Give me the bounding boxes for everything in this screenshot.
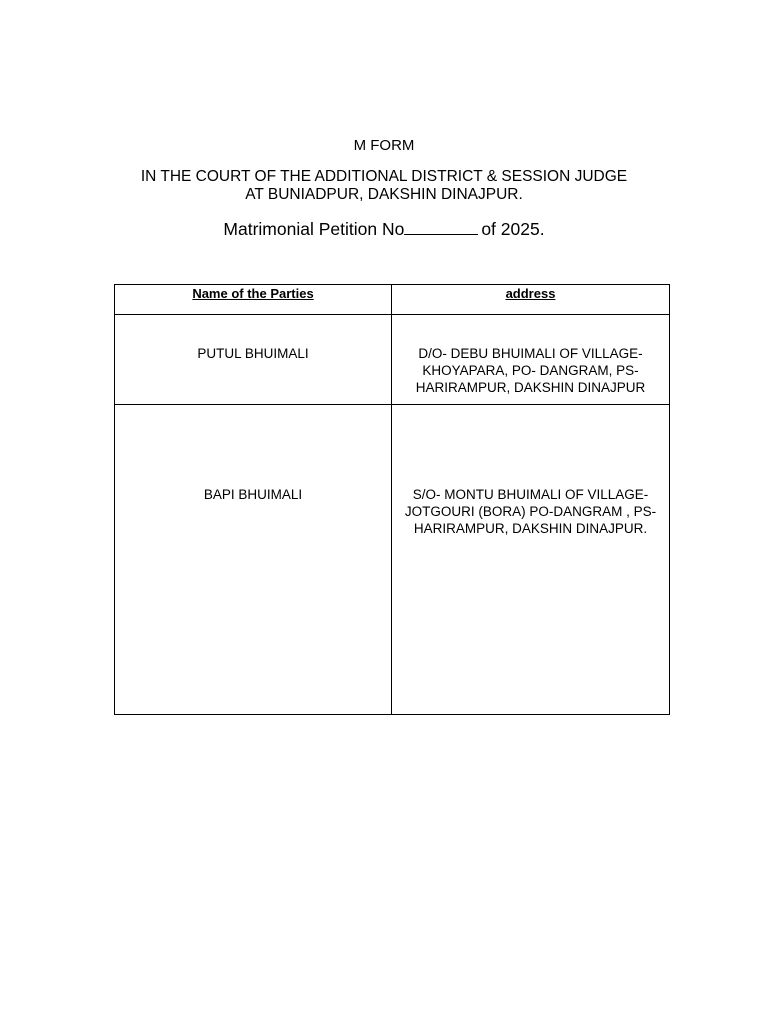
petition-number-blank xyxy=(404,220,478,235)
party-address: D/O- DEBU BHUIMALI OF VILLAGE- KHOYAPARA, PO- DANGRAM, PS-HARIRAMPUR, DAKSHIN DINAJPUR xyxy=(415,346,646,395)
party-name-cell xyxy=(115,315,392,405)
header-address-label: address xyxy=(505,286,556,301)
petition-suffix: of 2025. xyxy=(481,219,545,239)
court-location-line: AT BUNIADPUR, DAKSHIN DINAJPUR. xyxy=(245,186,523,203)
petition-prefix: Matrimonial Petition No xyxy=(223,219,405,239)
header-name-of-parties xyxy=(115,285,392,315)
court-name-line: IN THE COURT OF THE ADDITIONAL DISTRICT & SESSION JUDGE xyxy=(140,168,628,185)
parties-table xyxy=(114,284,670,715)
party-name: PUTUL BHUIMALI xyxy=(197,346,309,361)
petition-number-line xyxy=(0,218,768,240)
party-name: BAPI BHUIMALI xyxy=(203,487,303,502)
header-address xyxy=(392,285,670,315)
form-title: M FORM xyxy=(353,137,415,154)
party-name-cell xyxy=(115,405,392,715)
party-address-cell xyxy=(392,315,670,405)
party-address: S/O- MONTU BHUIMALI OF VILLAGE- JOTGOURI (BORA) PO-DANGRAM , PS-HARIRAMPUR, DAKSHIN DINAJPUR. xyxy=(404,487,657,536)
table-row xyxy=(115,315,670,405)
table-header-row xyxy=(115,285,670,315)
table-row xyxy=(115,405,670,715)
party-address-cell xyxy=(392,405,670,715)
header-name-label: Name of the Parties xyxy=(192,286,314,301)
